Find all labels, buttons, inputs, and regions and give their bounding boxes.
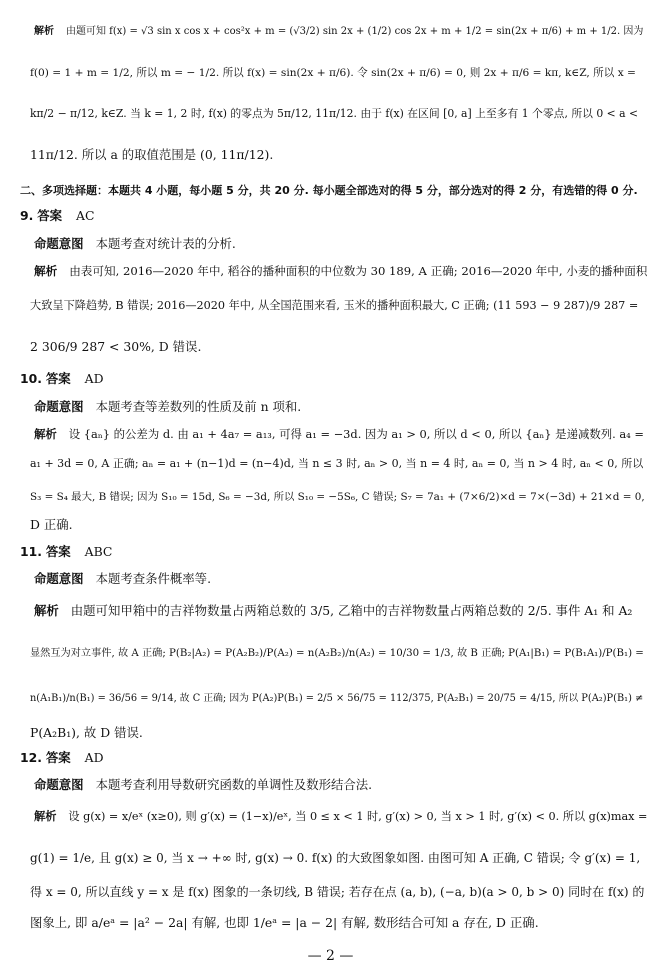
q12-line-1: 解析 设 g(x) = x/eˣ (x≥0), 则 g′(x) = (1−x)/eˣ, 当 0 ≤ x < 1 时, g′(x) > 0, 当 x > 1 时, g′(x) < 0. 所以 g(x)max = [34, 810, 648, 823]
q10-line-1: 解析 设 {aₙ} 的公差为 d. 由 a₁ + 4a₇ = a₁₃, 可得 a₁ = −3d. 因为 a₁ > 0, 所以 d < 0, 所以 {aₙ} 是递减数列. a₄ = [34, 427, 644, 441]
q9-intent: 命题意图 本题考查对统计表的分析. [34, 236, 236, 251]
answer-label: 答案 [45, 544, 71, 559]
answer-label: 答案 [45, 750, 71, 765]
q11-intent: 命题意图 本题考查条件概率等. [34, 571, 212, 586]
q11-line-2: 显然互为对立事件, 故 A 正确; P(B₂|A₂) = P(A₂B₂)/P(A₂) = n(A₂B₂)/n(A₂) = 10/30 = 1/3, 故 B 正确; P(A₁|B₁) = P(B₁A₁)/P(B₁) = [30, 648, 644, 659]
q8-line-3: kπ/2 − π/12, k∈Z. 当 k = 1, 2 时, f(x) 的零点为 5π/12, 11π/12. 由于 f(x) 在区间 [0, a] 上至多有 1 个零点, 所以 0 < a < [30, 107, 639, 120]
page-number: — 2 — [307, 948, 354, 964]
q12-intent: 命题意图 本题考查利用导数研究函数的单调性及数形结合法. [34, 777, 373, 792]
q10-line-4: D 正确. [30, 517, 73, 532]
q12-line-2: g(1) = 1/e, 且 g(x) ≥ 0, 当 x → +∞ 时, g(x) → 0. f(x) 的大致图象如图. 由图可知 A 正确, C 错误; 令 g′(x) = 1, [30, 851, 641, 865]
q11-line-4: P(A₂B₁), 故 D 错误. [30, 725, 143, 740]
q10-line-2: a₁ + 3d = 0, A 正确; aₙ = a₁ + (n−1)d = (n−4)d, 当 n ≤ 3 时, aₙ > 0, 当 n = 4 时, aₙ = 0, 当 n > 4 时, aₙ < 0, 所以 [30, 457, 644, 470]
q10-answer: AD [84, 371, 104, 386]
q9-line-1: 解析 由表可知, 2016—2020 年中, 稻谷的播种面积的中位数为 30 189, A 正确; 2016—2020 年中, 小麦的播种面积 [34, 264, 648, 278]
answer-label: 答案 [45, 371, 71, 386]
q9-line-2: 大致呈下降趋势, B 错误; 2016—2020 年中, 从全国范围来看, 玉米的播种面积最大, C 正确; (11 593 − 9 287)/9 287 = [30, 299, 639, 312]
q12-answer-line: 12. 答案 AD [20, 750, 104, 765]
answer-label: 答案 [37, 208, 63, 223]
q8-line-4: 11π/12. 所以 a 的取值范围是 (0, 11π/12). [30, 147, 274, 162]
q10-answer-line: 10. 答案 AD [20, 371, 104, 386]
q12-line-3: 得 x = 0, 所以直线 y = x 是 f(x) 图象的一条切线, B 错误; 若存在点 (a, b), (−a, b)(a > 0, b > 0) 同时在 f(x) 的 [30, 885, 645, 899]
q10-line-3: S₃ = S₄ 最大, B 错误; 因为 S₁₀ = 15d, S₆ = −3d, 所以 S₁₀ = −5S₆, C 错误; S₇ = 7a₁ + (7×6/2)×d = 7×(−3d) + 21×d = 0, [30, 491, 645, 503]
q8-line-2: f(0) = 1 + m = 1/2, 所以 m = − 1/2. 所以 f(x) = sin(2x + π/6). 令 sin(2x + π/6) = 0, 则 2x + π/6 = kπ, k∈Z, 所以 x = [30, 67, 636, 79]
q12-line-4: 图象上, 即 a/eᵃ = |a² − 2a| 有解, 也即 1/eᵃ = |a − 2| 有解, 数形结合可知 a 存在, D 正确. [30, 915, 539, 930]
section-title: 二、多项选择题：本题共 4 小题，每小题 5 分，共 20 分. 每小题全部选对的得 5 分，部分选对的得 2 分，有选错的得 0 分. [20, 184, 638, 197]
q8-line-1: 解析 由题可知 f(x) = √3 sin x cos x + cos²x + m = (√3/2) sin 2x + (1/2) cos 2x + m + 1/2 = sin(2x + π/6) + m + 1/2. 因为 [34, 26, 644, 37]
q9-answer-line: 9. 答案 AC [20, 208, 95, 223]
analysis-label: 解析 [34, 26, 54, 37]
q11-line-3: n(A₁B₁)/n(B₁) = 36/56 = 9/14, 故 C 正确; 因为 P(A₂)P(B₁) = 2/5 × 56/75 = 112/375, P(A₂B₁) = 20/75 = 4/15, 所以 P(A₂)P(B₁) ≠ [30, 693, 644, 704]
q9-line-3: 2 306/9 287 < 30%, D 错误. [30, 339, 202, 354]
q9-answer: AC [76, 208, 95, 223]
q11-answer-line: 11. 答案 ABC [20, 544, 113, 559]
q12-answer: AD [84, 750, 104, 765]
q11-answer: ABC [84, 544, 113, 559]
q11-line-1: 解析 由题可知甲箱中的吉祥物数量占两箱总数的 3/5, 乙箱中的吉祥物数量占两箱总数的 2/5. 事件 A₁ 和 A₂ [34, 603, 633, 618]
q10-intent: 命题意图 本题考查等差数列的性质及前 n 项和. [34, 399, 302, 414]
